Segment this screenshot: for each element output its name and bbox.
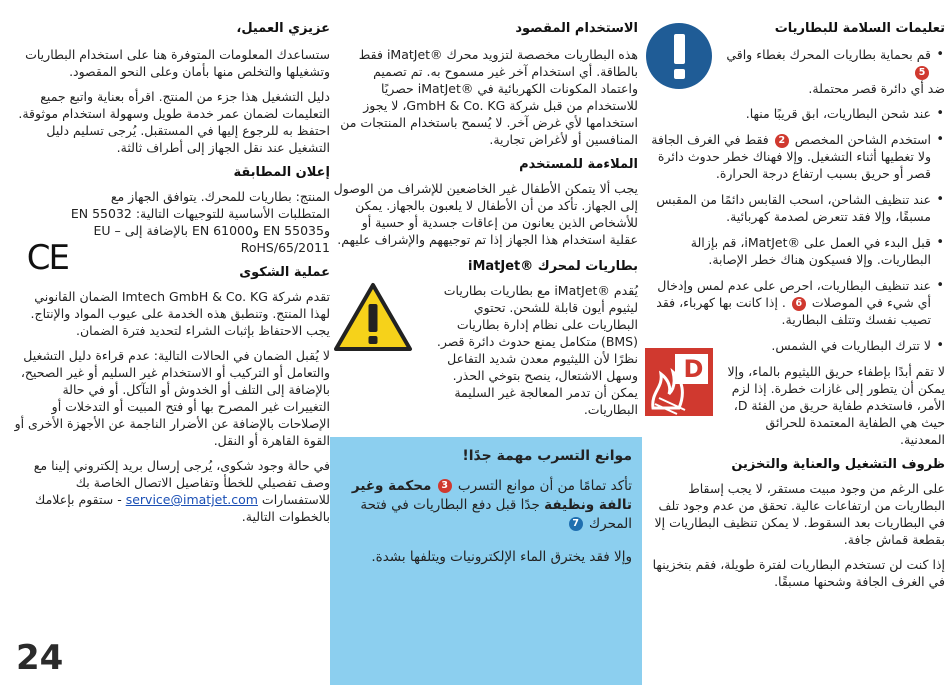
- complaints-paragraph-2: لا يُقبل الضمان في الحالات التالية: عدم قراءة دليل التشغيل والتعامل أو التركيب أو الاستخدام غير السليم أو غير الصحيح، بالإضافة إلى التلف أو الخدوش أو التآكل. أو في حالة التغييرات غير المصرح بها أو فتح المبيت أو التدخلات أو الإصلاحات بالإضافة عن الأضرار الناجمة عن الأجهزة الأخرى أو القوة القاهرة أو النقل.: [14, 348, 330, 448]
- complaints-paragraph-1: تقدم شركة Imtech GmbH & Co. KG الضمان القانوني لهذا المنتج. وتنطبق هذه الخدمة على عيوب المواد والإنتاج. يجب الاحتفاظ بإثبات الشراء لتحديد فترة الضمان.: [30, 289, 330, 338]
- safety-bullet-6: • عند تنظيف البطاريات، احرص على عدم لمس وإدخال أي شيء في الموصلات 6 . إذا كانت بها كهرباء، فقد تصيب نفسك وتتلف البطارية.: [645, 277, 945, 328]
- intended-title: الاستخدام المقصود: [515, 21, 638, 36]
- safety-title: تعليمات السلامة للبطاريات: [774, 21, 945, 36]
- middle-column: [333, 0, 638, 426]
- ce-mark-icon: [20, 240, 68, 276]
- safety-bullet-2: • عند شحن البطاريات، ابق قريبًا منها.: [645, 105, 945, 122]
- safety-bullet-7: • لا تترك البطاريات في الشمس.: [645, 337, 945, 354]
- safety-bullet-5: • قبل البدء في العمل على ®iMatJet، قم بإزالة البطاريات. وإلا فسيكون هناك خطر الإصابة.: [645, 234, 945, 268]
- callout-3: 3: [438, 479, 452, 493]
- page-number: 24: [16, 638, 64, 678]
- safety-bullet-1: • قم بحماية بطاريات المحرك بغطاء واقي 5: [723, 46, 945, 80]
- callout-5: 5: [915, 66, 929, 80]
- complaints-title: عملية الشكوى: [239, 265, 330, 280]
- intended-paragraph: هذه البطاريات مخصصة لتزويد محرك ®iMatJet فقط بالطاقة. أي استخدام آخر غير مسموح به. تم تصميم واعتماد المكونات الكهربائية في ®iMatJet حصريًا للاستخدام من قبل شركة GmbH & Co. KG، لا يجوز استخدامها لأي غرض آخر. لا يُسمح باستخدام المنتجات من المنافسين أو لأغراض تجارية.: [340, 47, 638, 147]
- service-email-link[interactable]: service@imatjet.com: [125, 492, 258, 507]
- seal-warning-title: موانع التسرب مهمة جدًا!: [462, 448, 632, 464]
- customer-paragraph-1: ستساعدك المعلومات المتوفرة هنا على استخدام البطاريات وتشغيلها والتخلص منها بأمان وعلى النحو المقصود.: [25, 47, 330, 79]
- seal-warning-box: [330, 437, 642, 685]
- customer-paragraph-2: دليل التشغيل هذا جزء من المنتج. اقرأه بعناية واتبع جميع التعليمات لضمان عمر خدمة طويل وسهولة استخدام موثوقة. احتفظ به للرجوع إليها في المستقبل. يُرجى تسليم دليل التشغيل عند نقل الجهاز إلى أطراف ثالثة.: [18, 89, 330, 155]
- callout-2: 2: [775, 134, 789, 148]
- complaints-paragraph-3: في حالة وجود شكوى، يُرجى إرسال بريد إلكتروني إلينا مع وصف تفصيلي للخطأ وتفاصيل الاتصال الخاصة بك للاستفسارات service@imatjet.com - ستقوم بإعلامك بالخطوات التالية.: [33, 458, 330, 524]
- imatjet-batteries-paragraph: يُقدم ®iMatJet مع بطاريات بطاريات ليثيوم أيون قابلة للشحن. تحتوي البطاريات على نظام إدارة بطاريات (BMS) متكامل يمنع حدوث دائرة قصر. نظرًا لأن الليثيوم معدن شديد التفاعل وسهل الاشتعال، ينصح بتوخي الحذر. يمكن أن تدمر المعالجة غير السليمة البطاريات.: [436, 283, 638, 417]
- seal-warning-paragraph-1: تأكد تمامًا من أن موانع التسرب 3 محكمة وغير تالفة ونظيفة جدًا قبل دفع البطاريات في فتحة المحرك 7: [351, 478, 632, 532]
- callout-6: 6: [792, 297, 806, 311]
- info-icon: [645, 22, 713, 90]
- storage-paragraph-2: إذا كنت لن تستخدم البطاريات لفترة طويلة، فقم بتخزينها في الغرف الجافة وشحنها مسبقًا.: [652, 557, 945, 589]
- conformity-title: إعلان المطابقة: [233, 165, 330, 180]
- warning-triangle-icon: [333, 282, 413, 352]
- safety-bullet-4: • عند تنظيف الشاحن، اسحب القابس دائمًا من المقبس مسبقًا، وإلا فقد تتعرض لصدمة كهربائية.: [645, 191, 945, 225]
- safety-column: [645, 0, 945, 598]
- storage-title: ظروف التشغيل والعناية والتخزين: [731, 457, 945, 472]
- conformity-paragraph: المنتج: بطاريات للمحرك. يتوافق الجهاز مع المتطلبات الأساسية للتوجيهات التالية: EN 55032 وEN 55035 وEN 61000 بالإضافة إلى EU – RoHS/65/2011: [70, 189, 330, 255]
- left-column: [12, 0, 330, 533]
- safety-bullet-1-cont: ضد أي دائرة قصر محتملة.: [808, 81, 945, 96]
- fire-class-label: D: [683, 355, 704, 383]
- customer-title: عزيزي العميل،: [236, 21, 330, 36]
- callout-7: 7: [569, 517, 583, 531]
- safety-bullet-3: • استخدم الشاحن المخصص 2 فقط في الغرف الجافة ولا تغطيها أثناء التشغيل. وإلا فهناك خطر حدوث دائرة قصر أو حريق بسبب ارتفاع درجة الحرارة.: [645, 131, 945, 182]
- ce-mark-label: CE: [26, 238, 68, 278]
- fire-warning-text: لا تقم أبدًا بإطفاء حريق الليثيوم بالماء، وإلا يمكن أن يتطور إلى غازات خطرة. إذا لزم الأمر، فاستخدم طفاية حريق من الفئة D، حيث هي الطفاية المعتمدة للحرائق المعدنية.: [727, 364, 945, 447]
- suitability-paragraph: يجب ألا يتمكن الأطفال غير الخاضعين للإشراف من الوصول إلى الجهاز. تأكد من أن الأطفال لا يلعبون بالجهاز. يمكن للأشخاص الذين يعانون من إعاقات جسدية أو حسية أو عقلية استخدام هذا الجهاز إذا تم توجيههم والإشراف عليهم.: [333, 181, 638, 247]
- fire-class-d-icon: [645, 348, 713, 416]
- imatjet-batteries-title: بطاريات لمحرك ®iMatJet: [467, 259, 638, 274]
- seal-warning-paragraph-2: وإلا فقد يخترق الماء الإلكترونيات ويتلفها بشدة.: [371, 549, 632, 565]
- storage-paragraph-1: على الرغم من وجود مبيت مستقر، لا يجب إسقاط البطاريات من ارتفاعات عالية. تحقق من عدم وجود تلف في البطاريات بعد السقوط. لا يمكن تنظيف البطاريات إلا بقطعة قماش جافة.: [654, 481, 945, 547]
- suitability-title: الملاءمة للمستخدم: [519, 157, 638, 172]
